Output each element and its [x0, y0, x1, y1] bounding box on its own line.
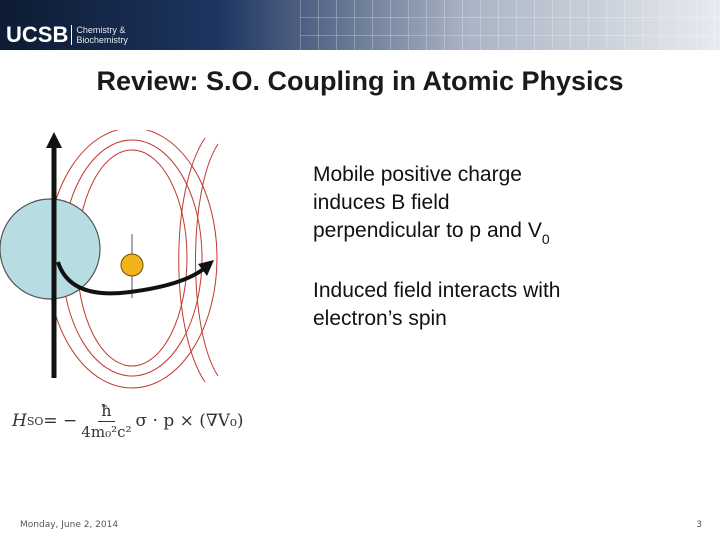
formula-equals: = −	[43, 411, 78, 431]
paragraph-charge-line3-text: perpendicular to p and V	[313, 219, 542, 242]
electron-circle	[121, 254, 143, 276]
logo-subtitle	[76, 25, 128, 45]
header-banner	[0, 0, 720, 50]
paragraph-spin-line1: Induced field interacts with	[313, 279, 561, 303]
orbit-arrowhead	[198, 260, 214, 276]
nucleus-circle	[0, 199, 100, 299]
formula-rhs: σ · p × (∇V₀)	[135, 411, 244, 431]
logo-main-text: UCSB	[6, 22, 69, 47]
formula-lhs-sub: SO	[26, 414, 44, 428]
paragraph-charge	[313, 161, 613, 251]
logo-sub-line2: Biochemistry	[76, 35, 128, 45]
formula-numerator: ħ	[98, 401, 114, 422]
ucsb-logo	[6, 22, 128, 48]
slide-number: 3	[696, 520, 702, 530]
paragraph-spin-line2: electron’s spin	[313, 307, 447, 331]
footer-date: Monday, June 2, 2014	[20, 520, 119, 530]
spin-axis-arrowhead	[46, 132, 62, 148]
slide-title: Review: S.O. Coupling in Atomic Physics	[96, 66, 624, 96]
logo-sub-line1: Chemistry &	[76, 25, 126, 35]
spin-orbit-hamiltonian	[12, 396, 244, 446]
paragraph-charge-line1: Mobile positive charge	[313, 163, 522, 186]
formula-fraction	[81, 401, 131, 442]
formula-denominator: 4m₀²c²	[81, 422, 132, 441]
formula-lhs: H	[12, 411, 27, 431]
spin-orbit-diagram	[0, 130, 300, 390]
field-line-right-a	[179, 138, 205, 382]
explanation-text	[313, 161, 613, 359]
paragraph-charge-line2: induces B field	[313, 191, 450, 214]
logo-divider	[71, 25, 72, 45]
banner-mosaic	[300, 0, 720, 50]
paragraph-spin	[313, 277, 613, 333]
paragraph-charge-subscript: 0	[541, 231, 550, 248]
paragraph-charge-line3	[313, 217, 613, 251]
